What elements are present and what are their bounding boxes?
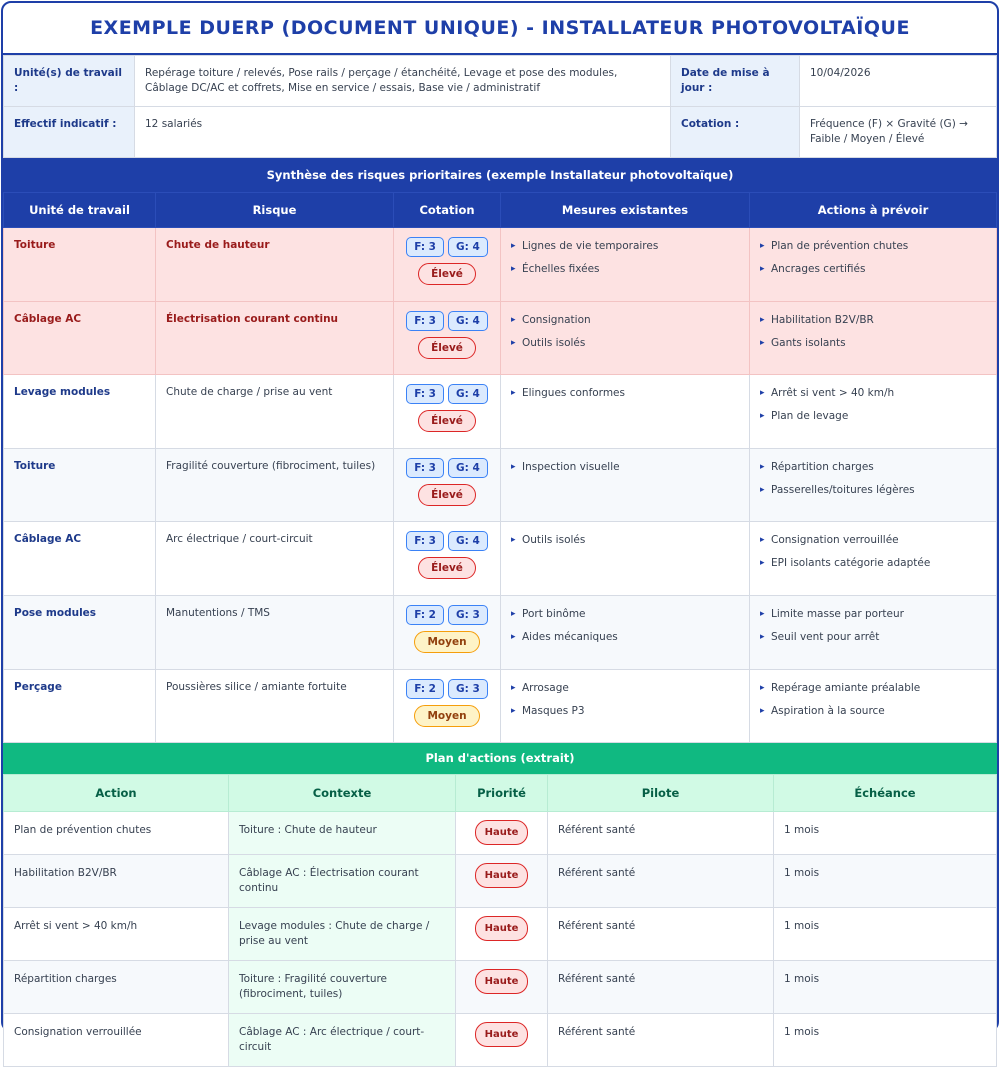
risk-level-badge: Élevé (418, 410, 476, 432)
risk-table (3, 192, 997, 743)
risk-row (4, 522, 997, 596)
plan-priority (456, 855, 548, 908)
existing-measures (501, 375, 750, 449)
priority-badge: Haute (475, 969, 529, 994)
measure-item: ▸ Lignes de vie temporaires (511, 239, 739, 254)
action-item: ▸ Plan de levage (760, 409, 986, 424)
existing-measures (501, 301, 750, 375)
plan-row (4, 855, 997, 908)
frequency-badge: F: 2 (406, 605, 444, 625)
plan-priority (456, 908, 548, 961)
risk-col-header: Risque (156, 193, 394, 228)
plan-action: Répartition charges (4, 961, 229, 1014)
gravity-badge: G: 4 (448, 384, 488, 404)
plan-row (4, 812, 997, 855)
risk-rating (394, 669, 501, 743)
measure-item: ▸ Masques P3 (511, 704, 739, 719)
rating-value: Fréquence (F) × Gravité (G) → Faible / Moyen / Élevé (800, 107, 997, 158)
risk-col-header: Actions à prévoir (750, 193, 997, 228)
units-value: Repérage toiture / relevés, Pose rails / perçage / étanchéité, Levage et pose des modules, Câblage DC/AC et coffrets, Mise en service / essais, Base vie / administratif (135, 56, 671, 107)
priority-badge: Haute (475, 863, 529, 888)
units-label: Unité(s) de travail : (4, 56, 135, 107)
gravity-badge: G: 4 (448, 237, 488, 257)
plan-action: Plan de prévention chutes (4, 812, 229, 855)
action-item: ▸ Gants isolants (760, 336, 986, 351)
duerp-document (1, 1, 999, 1054)
plan-action: Arrêt si vent > 40 km/h (4, 908, 229, 961)
plan-col-header: Échéance (774, 775, 997, 812)
risk-name: Manutentions / TMS (156, 595, 394, 669)
meta-table (3, 55, 997, 158)
action-item: ▸ Habilitation B2V/BR (760, 313, 986, 328)
plan-row (4, 961, 997, 1014)
action-item: ▸ Répartition charges (760, 460, 986, 475)
action-plan-title: Plan d'actions (extrait) (3, 743, 997, 774)
plan-pilot: Référent santé (548, 961, 774, 1014)
action-item: ▸ Seuil vent pour arrêt (760, 630, 986, 645)
frequency-badge: F: 2 (406, 679, 444, 699)
plan-due: 1 mois (774, 961, 997, 1014)
plan-context: Câblage AC : Arc électrique / court-circuit (229, 1014, 456, 1067)
risk-rating (394, 228, 501, 302)
measure-item: ▸ Outils isolés (511, 336, 739, 351)
risk-unit: Toiture (4, 448, 156, 522)
risk-rating (394, 301, 501, 375)
planned-actions (750, 595, 997, 669)
frequency-badge: F: 3 (406, 237, 444, 257)
action-item: ▸ Consignation verrouillée (760, 533, 986, 548)
frequency-badge: F: 3 (406, 384, 444, 404)
staff-value: 12 salariés (135, 107, 671, 158)
action-item: ▸ Plan de prévention chutes (760, 239, 986, 254)
measure-item: ▸ Inspection visuelle (511, 460, 739, 475)
risk-row (4, 669, 997, 743)
risk-unit: Câblage AC (4, 301, 156, 375)
risk-level-badge: Élevé (418, 263, 476, 285)
risk-row (4, 228, 997, 302)
priority-badge: Haute (475, 1022, 529, 1047)
risk-name: Chute de hauteur (156, 228, 394, 302)
plan-col-header: Contexte (229, 775, 456, 812)
plan-col-header: Priorité (456, 775, 548, 812)
existing-measures (501, 669, 750, 743)
risk-row (4, 301, 997, 375)
gravity-badge: G: 4 (448, 311, 488, 331)
risk-level-badge: Moyen (414, 631, 479, 653)
existing-measures (501, 595, 750, 669)
risk-level-badge: Moyen (414, 705, 479, 727)
risk-level-badge: Élevé (418, 484, 476, 506)
plan-context: Toiture : Fragilité couverture (fibrociment, tuiles) (229, 961, 456, 1014)
plan-context: Levage modules : Chute de charge / prise au vent (229, 908, 456, 961)
plan-context: Câblage AC : Électrisation courant continu (229, 855, 456, 908)
risk-unit: Pose modules (4, 595, 156, 669)
measure-item: ▸ Échelles fixées (511, 262, 739, 277)
risk-rating (394, 522, 501, 596)
date-value: 10/04/2026 (800, 56, 997, 107)
action-item: ▸ Passerelles/toitures légères (760, 483, 986, 498)
date-label: Date de mise à jour : (671, 56, 800, 107)
existing-measures (501, 228, 750, 302)
risk-row (4, 375, 997, 449)
action-item: ▸ EPI isolants catégorie adaptée (760, 556, 986, 571)
risk-name: Chute de charge / prise au vent (156, 375, 394, 449)
risk-col-header: Unité de travail (4, 193, 156, 228)
document-title: EXEMPLE DUERP (DOCUMENT UNIQUE) - INSTALLATEUR PHOTOVOLTAÏQUE (3, 3, 997, 55)
measure-item: ▸ Outils isolés (511, 533, 739, 548)
existing-measures (501, 448, 750, 522)
planned-actions (750, 301, 997, 375)
plan-col-header: Action (4, 775, 229, 812)
risk-row (4, 595, 997, 669)
risk-level-badge: Élevé (418, 337, 476, 359)
action-item: ▸ Arrêt si vent > 40 km/h (760, 386, 986, 401)
risk-summary-title: Synthèse des risques prioritaires (exemple Installateur photovoltaïque) (3, 158, 997, 192)
plan-due: 1 mois (774, 908, 997, 961)
measure-item: ▸ Arrosage (511, 681, 739, 696)
planned-actions (750, 522, 997, 596)
plan-row (4, 1014, 997, 1067)
gravity-badge: G: 4 (448, 531, 488, 551)
planned-actions (750, 375, 997, 449)
measure-item: ▸ Elingues conformes (511, 386, 739, 401)
risk-unit: Toiture (4, 228, 156, 302)
frequency-badge: F: 3 (406, 311, 444, 331)
risk-unit: Levage modules (4, 375, 156, 449)
plan-pilot: Référent santé (548, 812, 774, 855)
frequency-badge: F: 3 (406, 531, 444, 551)
priority-badge: Haute (475, 820, 529, 845)
risk-unit: Câblage AC (4, 522, 156, 596)
plan-priority (456, 812, 548, 855)
priority-badge: Haute (475, 916, 529, 941)
plan-due: 1 mois (774, 855, 997, 908)
rating-label: Cotation : (671, 107, 800, 158)
plan-due: 1 mois (774, 1014, 997, 1067)
existing-measures (501, 522, 750, 596)
gravity-badge: G: 3 (448, 679, 488, 699)
risk-col-header: Cotation (394, 193, 501, 228)
measure-item: ▸ Port binôme (511, 607, 739, 622)
gravity-badge: G: 4 (448, 458, 488, 478)
plan-priority (456, 1014, 548, 1067)
plan-context: Toiture : Chute de hauteur (229, 812, 456, 855)
risk-rating (394, 375, 501, 449)
risk-name: Poussières silice / amiante fortuite (156, 669, 394, 743)
measure-item: ▸ Aides mécaniques (511, 630, 739, 645)
action-item: ▸ Ancrages certifiés (760, 262, 986, 277)
risk-name: Arc électrique / court-circuit (156, 522, 394, 596)
risk-unit: Perçage (4, 669, 156, 743)
planned-actions (750, 448, 997, 522)
plan-pilot: Référent santé (548, 1014, 774, 1067)
plan-pilot: Référent santé (548, 855, 774, 908)
planned-actions (750, 669, 997, 743)
plan-pilot: Référent santé (548, 908, 774, 961)
staff-label: Effectif indicatif : (4, 107, 135, 158)
risk-level-badge: Élevé (418, 557, 476, 579)
action-item: ▸ Aspiration à la source (760, 704, 986, 719)
plan-row (4, 908, 997, 961)
plan-action: Habilitation B2V/BR (4, 855, 229, 908)
action-item: ▸ Limite masse par porteur (760, 607, 986, 622)
risk-rating (394, 595, 501, 669)
plan-due: 1 mois (774, 812, 997, 855)
risk-name: Électrisation courant continu (156, 301, 394, 375)
risk-rating (394, 448, 501, 522)
gravity-badge: G: 3 (448, 605, 488, 625)
action-plan-table (3, 774, 997, 1067)
plan-action: Consignation verrouillée (4, 1014, 229, 1067)
action-item: ▸ Repérage amiante préalable (760, 681, 986, 696)
risk-row (4, 448, 997, 522)
plan-col-header: Pilote (548, 775, 774, 812)
plan-priority (456, 961, 548, 1014)
risk-name: Fragilité couverture (fibrociment, tuiles) (156, 448, 394, 522)
frequency-badge: F: 3 (406, 458, 444, 478)
planned-actions (750, 228, 997, 302)
risk-col-header: Mesures existantes (501, 193, 750, 228)
measure-item: ▸ Consignation (511, 313, 739, 328)
